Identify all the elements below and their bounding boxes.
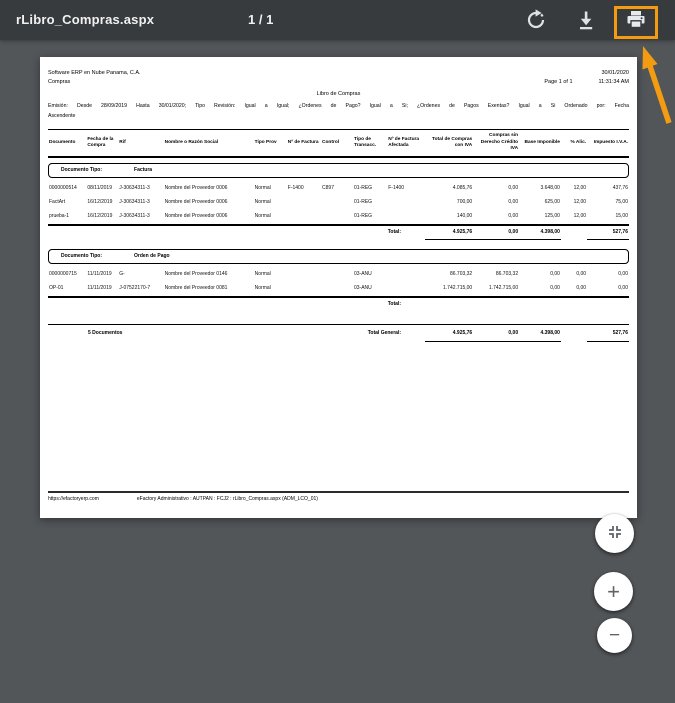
grand-total-compras-iva: 4.925,76	[425, 324, 473, 341]
report-footer-info: eFactory Administrativo : AUTPAN : FCJ2 : rLibro_Compras.aspx (ADM_LCO_01)	[136, 496, 318, 502]
total-label: Total:	[48, 225, 425, 240]
table-cell: prueba-1	[49, 213, 70, 220]
table-cell: 01-REG	[353, 199, 373, 206]
orden-de-pago-table	[48, 268, 629, 311]
report-footer-url: https://efactoryerp.com	[48, 496, 99, 502]
table-cell: 08/11/2019	[87, 185, 112, 192]
column-header: Nombre o Razón Social	[164, 139, 219, 145]
column-header: % Alic.	[570, 139, 587, 145]
report-page-number: Page 1 of 1	[544, 79, 573, 86]
table-cell: Normal	[254, 285, 271, 292]
table-cell: Normal	[254, 199, 271, 206]
rotate-button[interactable]	[524, 8, 548, 32]
table-cell	[387, 268, 425, 282]
table-cell: 12,00	[573, 213, 587, 220]
table-row	[48, 196, 629, 210]
grand-total-impuesto: 527,76	[587, 324, 629, 341]
grand-total-label: Total General:	[367, 330, 401, 337]
total-compras-iva: 4.925,76	[425, 225, 473, 240]
column-header: Nº de Factura	[287, 139, 319, 145]
table-cell	[287, 268, 321, 282]
table-cell: 0000000514	[49, 185, 77, 192]
column-header: Base Imponible	[524, 139, 560, 145]
summary-table	[48, 324, 629, 342]
table-cell: 0,00	[508, 199, 519, 206]
grand-total-row	[48, 324, 629, 341]
table-cell: 16/12/2019	[87, 213, 113, 220]
fit-page-icon	[607, 524, 623, 543]
table-cell: 140,00	[456, 213, 473, 220]
document-count: 5 Documentos	[88, 330, 123, 337]
total-impuesto: 527,76	[587, 225, 629, 240]
table-cell: F-1400	[388, 185, 405, 192]
table-cell: 15,00	[615, 213, 628, 220]
table-cell: 700,00	[456, 199, 473, 206]
table-cell	[321, 268, 353, 282]
total-base-imponible	[519, 297, 561, 311]
total-alicuota	[561, 225, 587, 240]
table-cell: Normal	[254, 185, 271, 192]
table-cell: OP-01	[49, 285, 64, 292]
table-cell: J-30634311-3	[119, 185, 150, 192]
table-cell: 01-REG	[353, 185, 373, 192]
table-cell: 16/12/2019	[87, 199, 113, 206]
table-cell	[287, 282, 321, 297]
total-base-imponible: 4.398,00	[519, 225, 561, 240]
table-cell	[287, 196, 321, 210]
table-row	[48, 182, 629, 196]
table-cell: G-	[119, 271, 125, 278]
report-date: 30/01/2020	[601, 70, 629, 76]
table-cell	[387, 282, 425, 297]
section-header-factura	[48, 163, 629, 178]
table-cell: 03-ANU	[353, 285, 372, 292]
table-cell: 01-REG	[353, 213, 373, 220]
column-header: Control	[322, 139, 340, 145]
column-header: Total de Compras con IVA	[432, 136, 473, 149]
table-cell: Normal	[254, 271, 271, 278]
table-row	[48, 210, 629, 225]
table-cell: 0,00	[618, 271, 628, 278]
table-cell: 86.703,32	[495, 271, 519, 278]
table-cell: 0000000715	[49, 271, 77, 278]
section-header-orden-de-pago	[48, 249, 629, 264]
section-type-label: Documento Tipo:	[61, 253, 103, 260]
table-cell: 4.085,76	[452, 185, 473, 192]
table-cell: Nombre del Proveedor 0081	[164, 285, 228, 292]
table-cell: 125,00	[544, 213, 560, 220]
table-cell: 625,00	[544, 199, 560, 206]
section-type-label: Documento Tipo:	[61, 167, 103, 174]
document-title: rLibro_Compras.aspx	[16, 12, 155, 27]
table-cell: Nombre del Proveedor 0006	[164, 185, 228, 192]
report-time: 11:31:34 AM	[598, 79, 629, 86]
print-icon	[624, 8, 648, 32]
table-cell: F-1400	[287, 185, 304, 192]
download-button[interactable]	[574, 8, 598, 32]
toolbar-buttons	[524, 0, 648, 40]
grand-total-base-imponible: 4.398,00	[519, 324, 561, 341]
table-cell: J-30634311-3	[119, 199, 150, 206]
rotate-icon	[524, 8, 548, 32]
table-cell: J-30634311-3	[119, 213, 150, 220]
total-sin-derecho: 0,00	[473, 225, 519, 240]
section-type-value: Orden de Pago	[134, 253, 170, 260]
total-impuesto	[587, 297, 629, 311]
table-cell: 0,00	[618, 285, 628, 292]
grand-total-alicuota	[561, 324, 587, 341]
table-cell	[287, 210, 321, 225]
table-cell: 3.648,00	[540, 185, 560, 192]
table-cell	[387, 210, 425, 225]
column-header: Fecha de la Compra	[87, 136, 114, 149]
factura-total-row	[48, 225, 629, 240]
report-title: Libro de Compras	[316, 90, 361, 97]
table-cell: FactArt	[49, 199, 66, 206]
total-sin-derecho	[473, 297, 519, 311]
table-row	[48, 268, 629, 282]
minus-icon: −	[608, 624, 621, 646]
table-cell: 12,00	[573, 199, 587, 206]
pdf-toolbar	[0, 0, 675, 40]
table-cell: 0,00	[508, 185, 519, 192]
table-cell: 03-ANU	[353, 271, 372, 278]
download-icon	[574, 8, 598, 32]
table-cell: Nombre del Proveedor 0146	[164, 271, 228, 278]
table-cell	[321, 282, 353, 297]
column-header: Tipo de Transacc.	[353, 136, 377, 149]
table-cell	[321, 210, 353, 225]
table-cell: 0,00	[550, 285, 560, 292]
report-filters	[48, 102, 629, 122]
table-cell: C897	[322, 185, 334, 192]
report-filters-line2: Ascendente	[48, 112, 76, 119]
table-row	[48, 282, 629, 297]
table-cell: 11/11/2019	[87, 285, 112, 292]
column-header: Nº de Factura Afectada	[388, 136, 420, 149]
total-compras-iva	[425, 297, 473, 311]
report-filters-line1: Emisión: Desde 28/09/2019 Hasta 30/01/2020; Tipo Revisión: Igual a Igual; ¿Ordenes de Pago? Igual a Si; ¿Ordenes de Pagos Exentas? Igual a Si Ordenado por: Fecha	[48, 102, 629, 109]
orden-de-pago-total-row	[48, 297, 629, 311]
table-cell	[387, 196, 425, 210]
table-cell: 0,00	[550, 271, 560, 278]
table-cell: 11/11/2019	[87, 271, 112, 278]
table-cell: Nombre del Proveedor 0006	[164, 213, 228, 220]
table-cell: 75,00	[615, 199, 628, 206]
table-cell: 0,00	[576, 285, 587, 292]
page-indicator: 1 / 1	[248, 12, 274, 27]
report-footer	[48, 491, 629, 503]
table-cell: 0,00	[576, 271, 587, 278]
grand-total-sin-derecho: 0,00	[473, 324, 519, 341]
column-header: Tipo Prov	[254, 139, 277, 145]
total-alicuota	[561, 297, 587, 311]
fit-page-button[interactable]	[595, 514, 634, 553]
report-module: Compras	[48, 79, 71, 86]
print-button[interactable]	[624, 8, 648, 32]
table-cell: 1.742.715,00	[488, 285, 519, 292]
table-cell	[321, 196, 353, 210]
total-label: Total:	[48, 297, 425, 311]
column-header: Documento	[49, 139, 76, 145]
zoom-in-button[interactable]	[594, 572, 633, 611]
pdf-page	[40, 57, 637, 518]
section-type-value: Factura	[134, 167, 153, 174]
factura-table	[48, 182, 629, 240]
table-cell: Nombre del Proveedor 0006	[164, 199, 228, 206]
column-header: Compras sin Derecho Crédito IVA	[480, 133, 519, 152]
column-header: Rif	[119, 139, 126, 145]
table-cell: Normal	[254, 213, 271, 220]
zoom-out-button[interactable]	[597, 618, 632, 653]
table-cell: 86.703,32	[449, 271, 473, 278]
plus-icon: +	[607, 578, 620, 604]
column-header: Impuesto I.V.A.	[593, 139, 628, 145]
report-company: Software ERP en Nube Panama, C.A.	[48, 70, 141, 76]
table-cell: 0,00	[508, 213, 519, 220]
table-cell: 437,76	[612, 185, 628, 192]
table-cell: 1.742.715,00	[443, 285, 473, 292]
purchases-table-header	[48, 129, 629, 157]
table-cell: 12,00	[573, 185, 587, 192]
table-cell: J-07522170-7	[119, 285, 151, 292]
